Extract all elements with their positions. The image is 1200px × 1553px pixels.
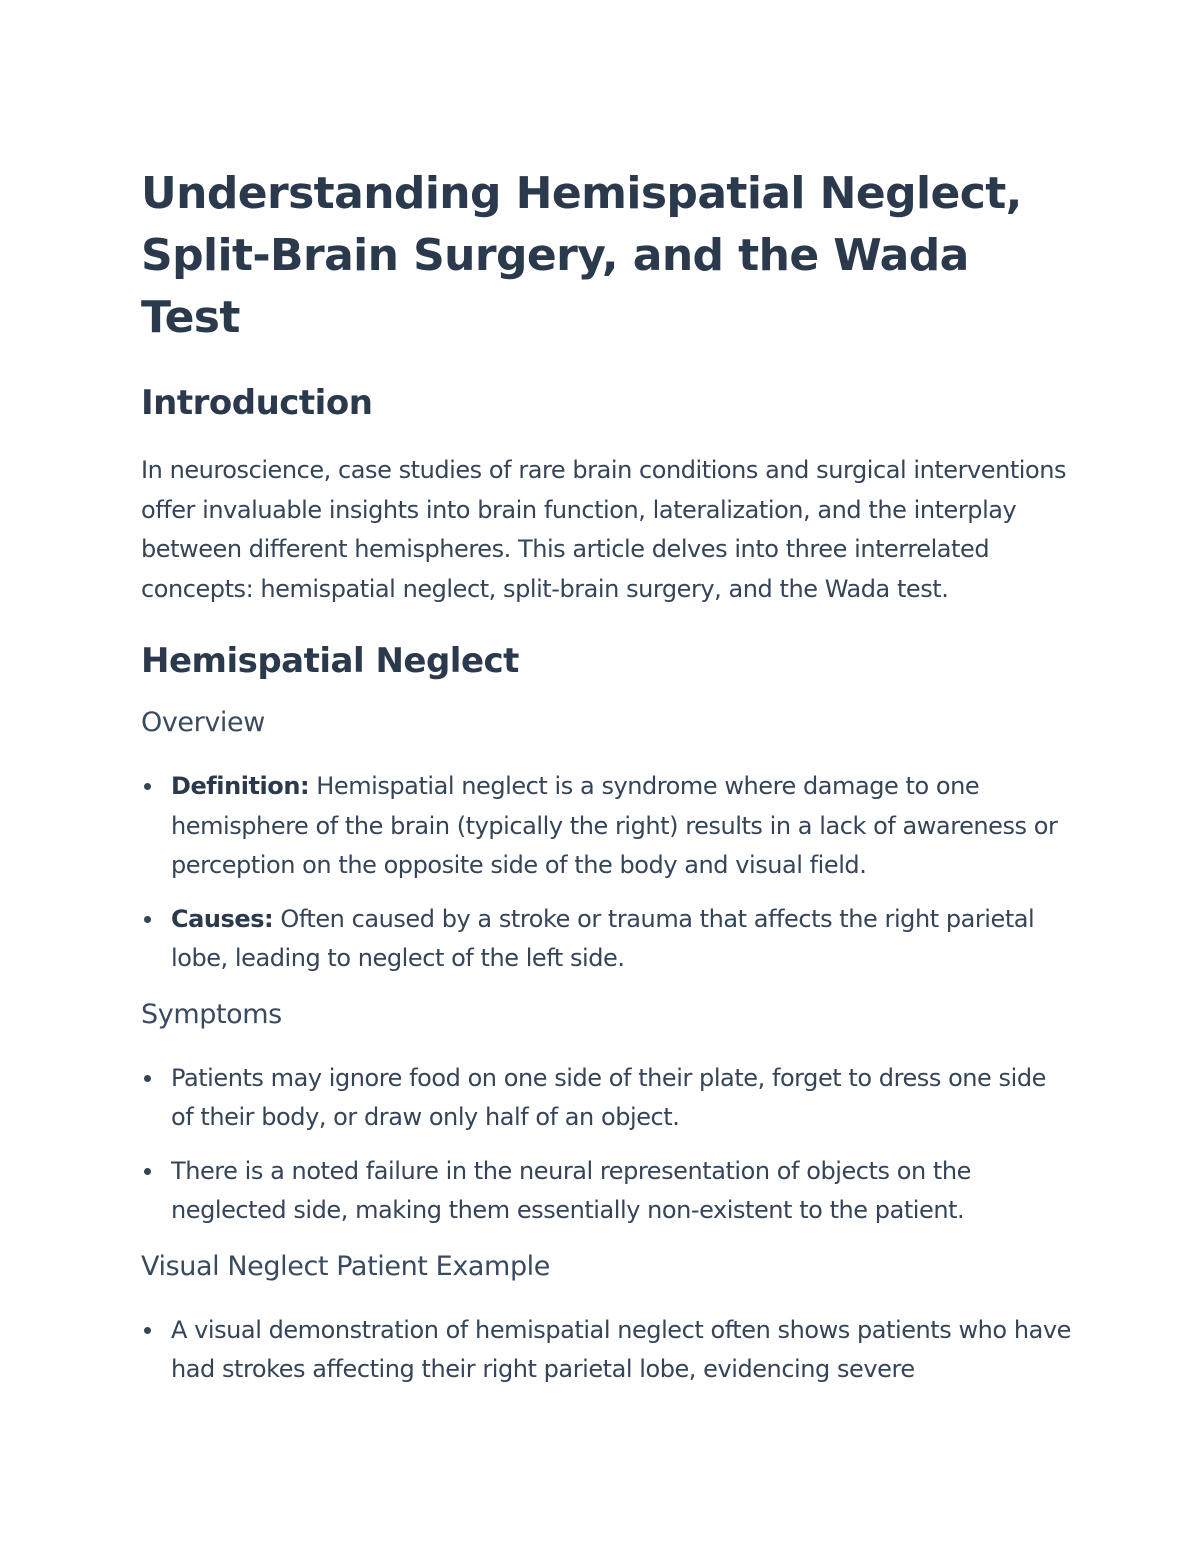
causes-label: Causes: <box>171 904 274 933</box>
symptoms-heading: Symptoms <box>141 998 282 1030</box>
introduction-heading: Introduction <box>141 383 373 423</box>
list-item <box>141 1152 1071 1231</box>
bullet-icon <box>144 1075 151 1082</box>
visual-example-text: A visual demonstration of hemispatial neglect often shows patients who have had strokes affecting their right parietal lobe, evidencing severe <box>171 1315 1071 1383</box>
symptom-text: Patients may ignore food on one side of their plate, forget to dress one side of their body, or draw only half of an object. <box>171 1063 1046 1131</box>
introduction-paragraph: In neuroscience, case studies of rare brain conditions and surgical interventions offer invaluable insights into brain function, lateralization, and the interplay between different hemispheres. This article delves into three interrelated concepts: hemispatial neglect, split-brain surgery, and the Wada test. <box>141 456 1067 603</box>
definition-text: Hemispatial neglect is a syndrome where damage to one hemisphere of the brain (typically the right) results in a lack of awareness or perception on the opposite side of the body and visual field. <box>171 772 1058 879</box>
document-title: Understanding Hemispatial Neglect, Split-Brain Surgery, and the Wada Test <box>141 168 1022 343</box>
bullet-icon <box>144 1327 151 1334</box>
symptom-text: There is a noted failure in the neural representation of objects on the neglected side, making them essentially non-existent to the patient. <box>171 1156 971 1224</box>
bullet-icon <box>144 1168 151 1175</box>
hemispatial-neglect-heading: Hemispatial Neglect <box>141 641 519 681</box>
list-item <box>141 767 1071 886</box>
symptoms-list <box>141 1059 1071 1231</box>
bullet-icon <box>144 916 151 923</box>
list-item <box>141 1311 1071 1390</box>
list-item <box>141 1059 1071 1138</box>
document-page <box>141 163 1071 1390</box>
visual-example-list <box>141 1311 1071 1390</box>
overview-heading: Overview <box>141 707 265 738</box>
definition-label: Definition: <box>171 772 310 800</box>
overview-list <box>141 767 1071 979</box>
visual-example-heading: Visual Neglect Patient Example <box>141 1250 550 1282</box>
causes-text: Often caused by a stroke or trauma that affects the right parietal lobe, leading to neglect of the left side. <box>171 904 1035 972</box>
bullet-icon <box>144 783 151 790</box>
list-item <box>141 900 1071 979</box>
